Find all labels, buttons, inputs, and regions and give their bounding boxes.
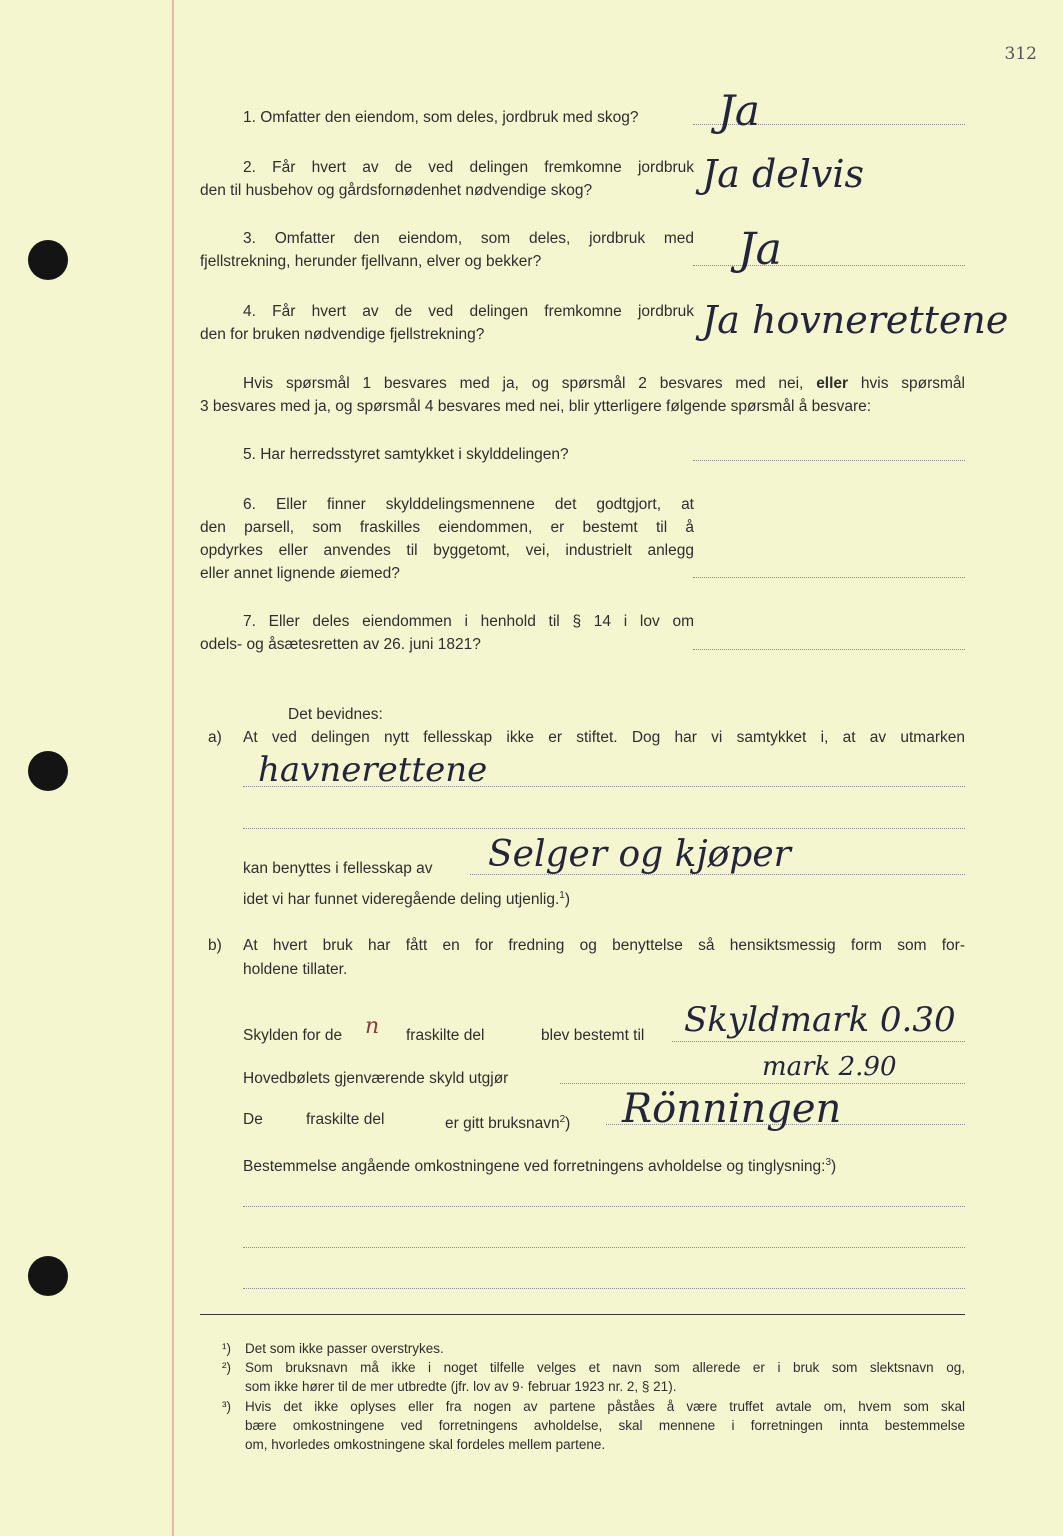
certification-heading: Det bevidnes: <box>288 706 383 723</box>
footnote-2-line-1: Som bruksnavn må ikke i noget tilfelle velges et navn som allerede er i bruk som slektsnavn og, <box>245 1360 965 1375</box>
question-6-line-1: 6. Eller finner skylddelingsmennene det godtgjort, at <box>243 496 694 513</box>
item-a-handwritten: havnerettene <box>258 750 488 790</box>
punch-hole-middle <box>28 751 68 791</box>
answer-line-7 <box>693 649 965 650</box>
footnote-ref-1-close: ) <box>564 891 570 909</box>
hovedbol-line <box>560 1083 965 1084</box>
answer-line-6 <box>693 577 965 578</box>
skyld-label-c: blev bestemt til <box>541 1027 645 1044</box>
footnote-2-mark: ²) <box>222 1360 231 1375</box>
question-4-line-1: 4. Får hvert av de ved delingen fremkomne jordbruk <box>243 303 694 320</box>
bruksnavn-handwritten: Rönningen <box>622 1086 842 1132</box>
skyld-line <box>672 1041 965 1042</box>
bruksnavn-label-b: fraskilte del <box>306 1111 385 1128</box>
answer-2-handwritten: Ja delvis <box>702 152 865 196</box>
footnote-1: Det som ikke passer overstrykes. <box>245 1341 444 1356</box>
footnote-ref-2-close: ) <box>565 1115 571 1133</box>
footnote-3-mark: ³) <box>222 1399 231 1414</box>
skyld-label-a: Skylden for de <box>243 1027 343 1044</box>
answer-4-handwritten: Ja hovnerettene <box>702 298 1009 342</box>
condition-line-1 <box>200 372 965 395</box>
bruksnavn-label-a: De <box>243 1111 263 1128</box>
condition-bold-eller: eller <box>816 375 849 392</box>
item-b-line-1: At hvert bruk har fått en for fredning og benyttelse så hensiktsmessig form som for- <box>243 937 965 954</box>
question-3-line-1: 3. Omfatter den eiendom, som deles, jordbruk med <box>243 230 694 247</box>
page-number: 312 <box>1004 44 1037 64</box>
question-3-line-2: fjellstrekning, herunder fjellvann, elver og bekker? <box>200 253 542 270</box>
item-a-line-1 <box>243 786 965 787</box>
footnote-ref-3-close: ) <box>831 1158 837 1176</box>
item-b-line-2: holdene tillater. <box>243 961 348 978</box>
hovedbol-handwritten: mark 2.90 <box>762 1052 897 1082</box>
costs-line-2 <box>243 1247 965 1248</box>
punch-hole-top <box>28 240 68 280</box>
answer-line-5 <box>693 460 965 461</box>
footnote-3-line-2: bære omkostningene ved forretningens avholdelse, skal mennene i forretningen innta bestemmelse <box>245 1418 965 1433</box>
condition-text-b: hvis spørsmål <box>860 375 965 392</box>
footnote-ref-3: 3 <box>825 1157 832 1168</box>
bruksnavn-text: er gitt bruksnavn <box>445 1115 560 1133</box>
footnote-1-mark: ¹) <box>222 1341 231 1356</box>
question-7-line-2: odels- og åsætesretten av 26. juni 1821? <box>200 636 481 653</box>
footnote-ref-2: 2 <box>559 1114 566 1125</box>
item-a-label: a) <box>208 729 222 746</box>
costs-line-3 <box>243 1288 965 1289</box>
question-6-line-4: eller annet lignende øiemed? <box>200 565 400 582</box>
question-2-line-2: den til husbehov og gårdsfornødenhet nødvendige skog? <box>200 182 593 199</box>
shared-use-label: kan benyttes i fellesskap av <box>243 860 433 877</box>
question-7-line-1: 7. Eller deles eiendommen i henhold til § 14 i lov om <box>243 613 694 630</box>
costs-label <box>243 1151 836 1178</box>
hovedbol-label: Hovedbølets gjenværende skyld utgjør <box>243 1070 509 1087</box>
question-4-line-2: den for bruken nødvendige fjellstrekning? <box>200 326 485 343</box>
footnote-3-line-1: Hvis det ikke oplyses eller fra nogen av partene påståes å være truffet avtale om, hvem som skal <box>245 1399 965 1414</box>
partition-note <box>243 884 570 911</box>
question-5: 5. Har herredsstyret samtykket i skylddelingen? <box>243 446 569 463</box>
question-1: 1. Omfatter den eiendom, som deles, jordbruk med skog? <box>243 109 639 126</box>
bruksnavn-label-c <box>445 1108 570 1135</box>
answer-line-3 <box>693 265 965 266</box>
costs-text: Bestemmelse angående omkostningene ved forretningens avholdelse og tinglysning: <box>243 1158 826 1176</box>
punch-hole-bottom <box>28 1256 68 1296</box>
answer-1-handwritten: Ja <box>718 86 760 135</box>
item-a-text: At ved delingen nytt fellesskap ikke er stiftet. Dog har vi samtykket i, at av utmarken <box>243 729 965 746</box>
skyld-handwritten: Skyldmark 0.30 <box>684 1000 956 1040</box>
skyld-label-b: fraskilte del <box>406 1027 485 1044</box>
condition-text-a: Hvis spørsmål 1 besvares med ja, og spørsmål 2 besvares med nei, <box>243 375 804 392</box>
skyld-handwritten-n: n <box>365 1014 380 1039</box>
question-6-line-2: den parsell, som fraskilles eiendommen, er bestemt til å <box>200 519 694 536</box>
question-2-line-1: 2. Får hvert av de ved delingen fremkomne jordbruk <box>243 159 694 176</box>
footnote-separator <box>200 1314 965 1315</box>
shared-use-handwritten: Selger og kjøper <box>488 834 791 875</box>
margin-line <box>172 0 174 1536</box>
answer-3-handwritten: Ja <box>738 224 782 275</box>
question-6-line-3: opdyrkes eller anvendes til byggetomt, vei, industrielt anlegg <box>200 542 694 559</box>
costs-line-1 <box>243 1206 965 1207</box>
footnote-ref-1: 1 <box>559 890 565 901</box>
footnote-3-line-3: om, hvorledes omkostningene skal fordeles mellem partene. <box>245 1437 606 1452</box>
footnote-2-line-2: som ikke hører til de mer utbredte (jfr. lov av 9· februar 1923 nr. 2, § 21). <box>245 1379 677 1394</box>
item-b-label: b) <box>208 937 222 954</box>
partition-note-text: idet vi har funnet videregående deling utjenlig. <box>243 891 560 909</box>
item-a-line-2 <box>243 828 965 829</box>
condition-line-2: 3 besvares med ja, og spørsmål 4 besvares med nei, blir ytterligere følgende spørsmål å besvare: <box>200 398 872 415</box>
